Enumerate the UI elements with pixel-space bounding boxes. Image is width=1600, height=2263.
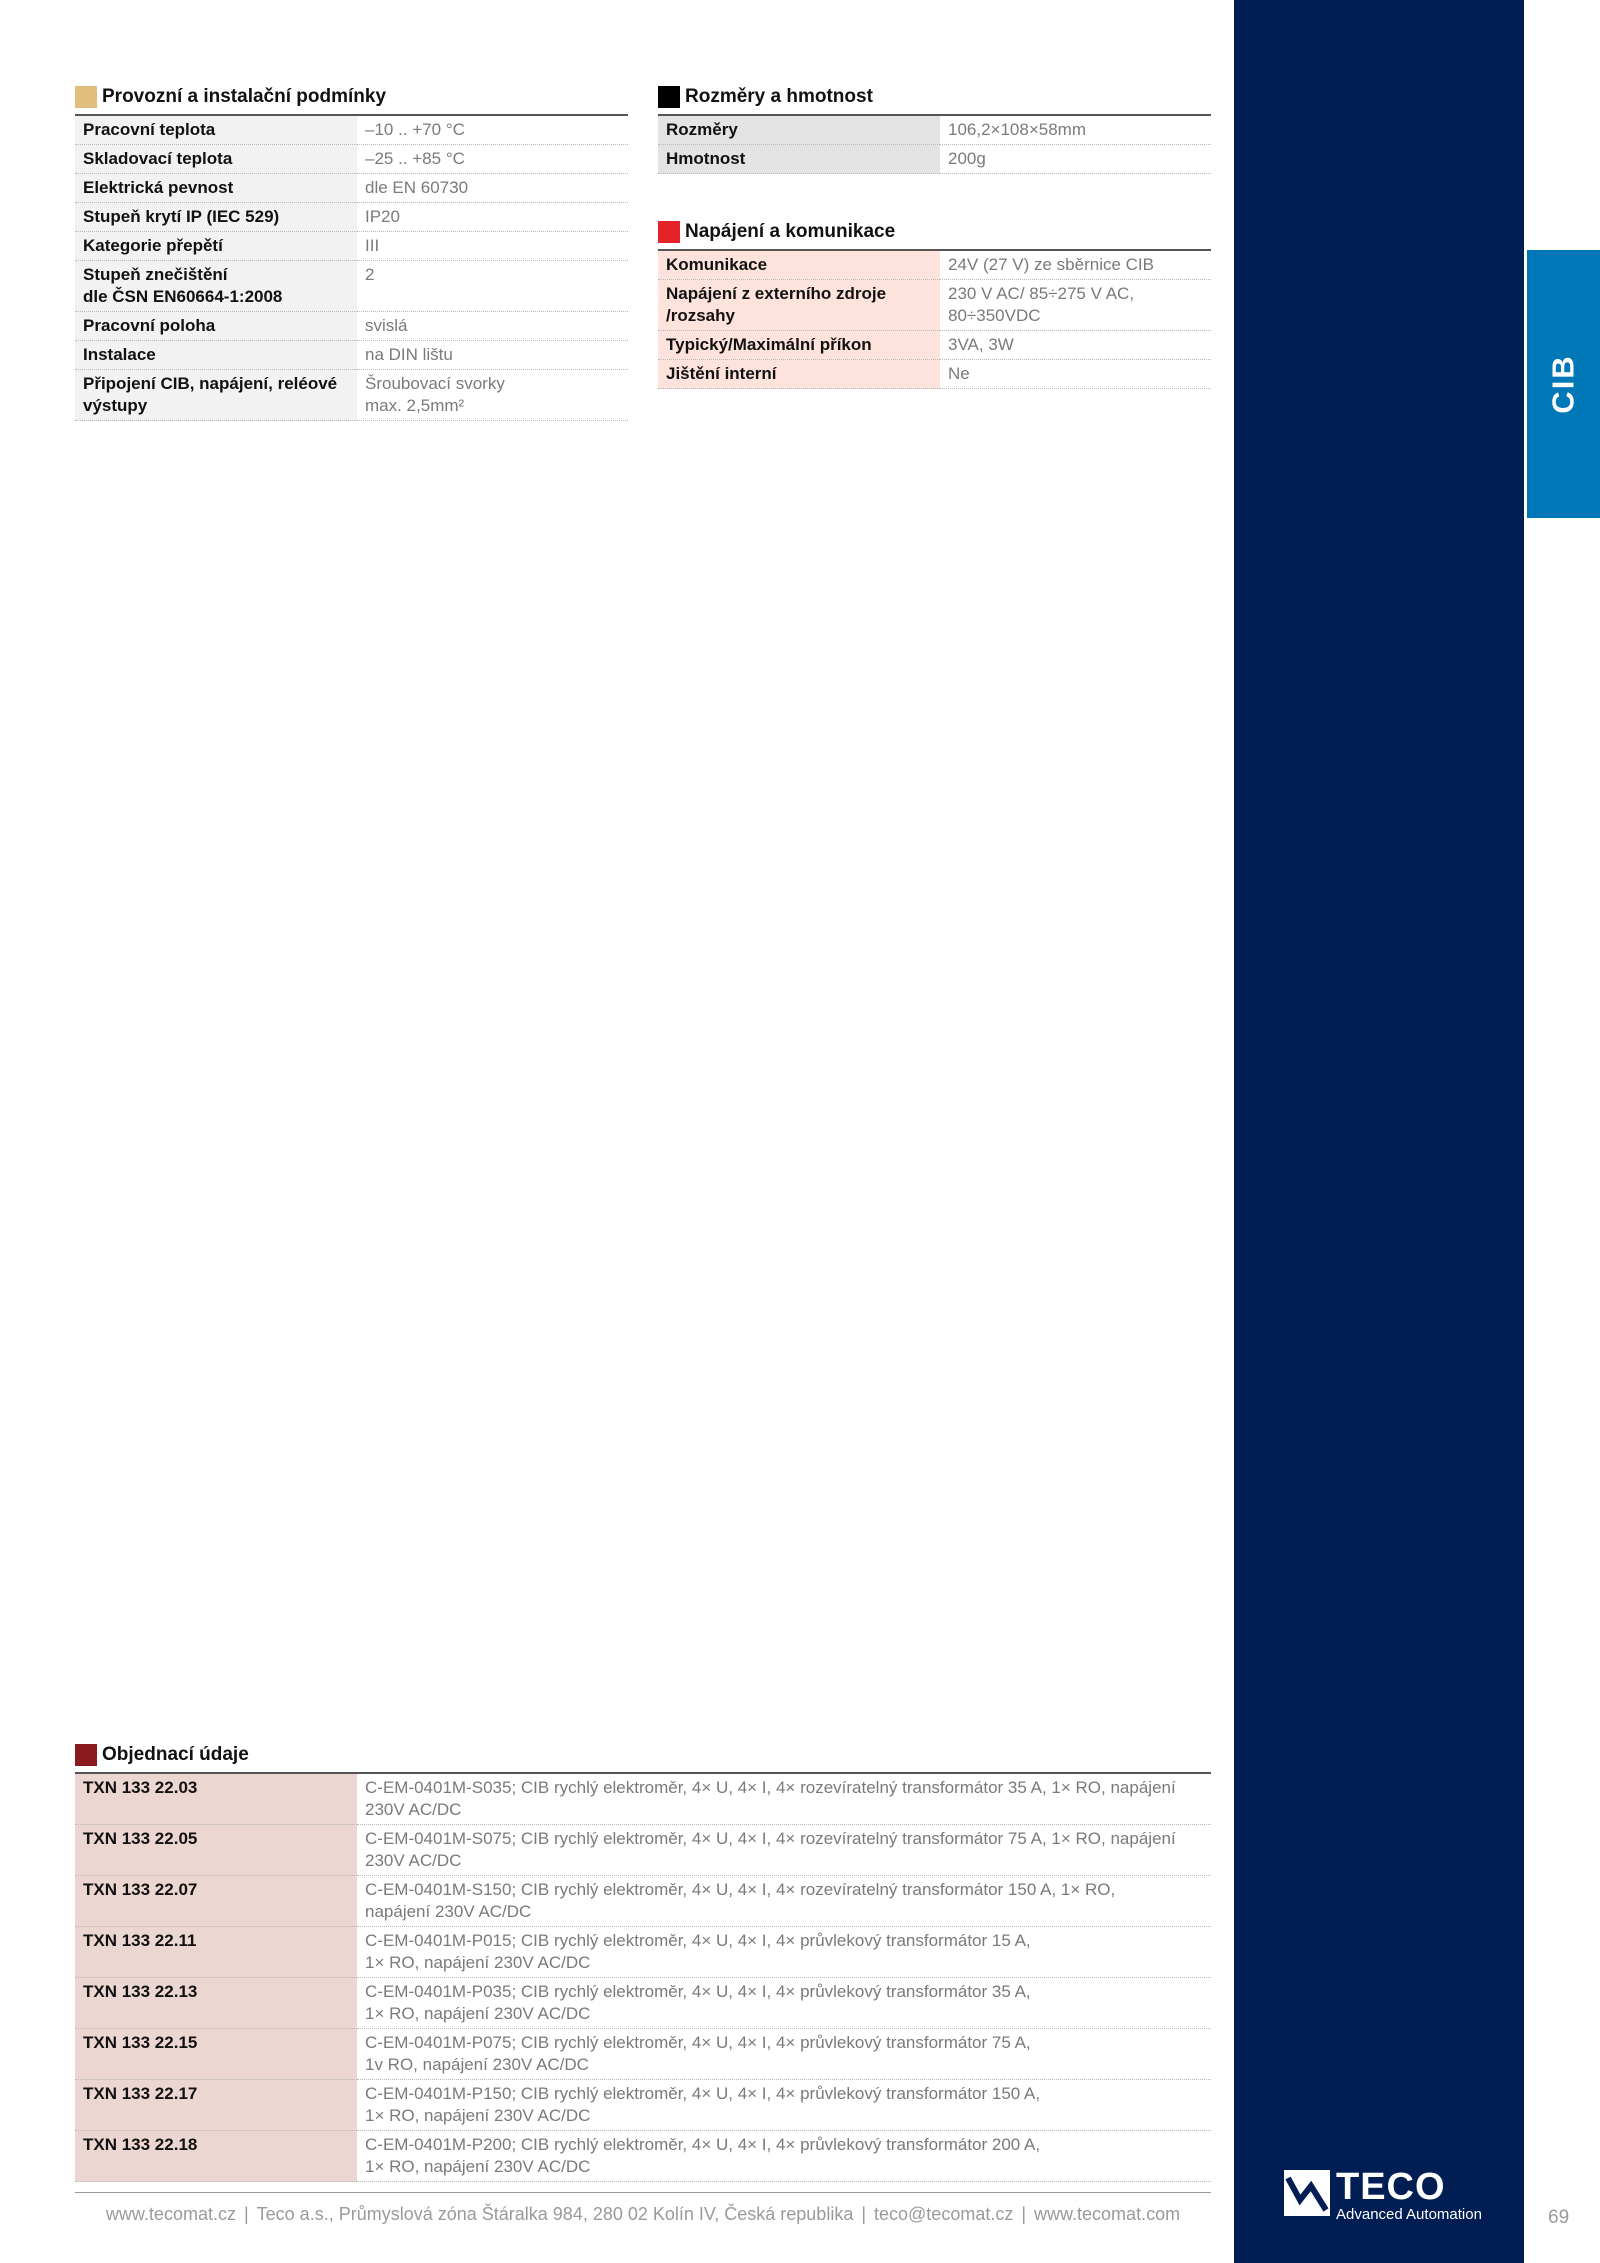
row-label: Pracovní teplota: [75, 116, 357, 145]
section-tab-label: CIB: [1545, 354, 1581, 414]
section-header: [75, 80, 628, 116]
footer-divider: [75, 2192, 1211, 2193]
table-row: [75, 261, 628, 312]
footer-separator: |: [243, 2204, 249, 2224]
table-row: [75, 341, 628, 370]
row-value: C-EM-0401M-P200; CIB rychlý elektroměr, 4× U, 4× I, 4× průvlekový transformátor 200 A, 1× RO, napájení 230V AC/DC: [357, 2131, 1211, 2182]
row-label: Jištění interní: [658, 360, 940, 389]
table-row: [658, 280, 1211, 331]
table-row: [658, 331, 1211, 360]
table-row: [75, 1876, 1211, 1927]
row-label: Kategorie přepětí: [75, 232, 357, 261]
table-row: [75, 1774, 1211, 1825]
row-value: III: [357, 232, 628, 261]
operating-conditions-section: [75, 80, 628, 421]
footer-link-web-cz[interactable]: www.tecomat.cz: [105, 2204, 236, 2224]
row-value: C-EM-0401M-P075; CIB rychlý elektroměr, 4× U, 4× I, 4× průvlekový transformátor 75 A, 1v RO, napájení 230V AC/DC: [357, 2029, 1211, 2080]
row-label: Elektrická pevnost: [75, 174, 357, 203]
table-row: [75, 145, 628, 174]
spec-table: [75, 116, 628, 421]
spec-table: [658, 116, 1211, 174]
row-value: 24V (27 V) ze sběrnice CIB: [940, 251, 1211, 280]
row-label: TXN 133 22.11: [75, 1927, 357, 1978]
row-value: –10 .. +70 °C: [357, 116, 628, 145]
table-row: [75, 2080, 1211, 2131]
table-row: [75, 1927, 1211, 1978]
teco-logo-icon: [1284, 2170, 1330, 2216]
row-label: Skladovací teplota: [75, 145, 357, 174]
row-label: TXN 133 22.05: [75, 1825, 357, 1876]
teco-logo: [1284, 2166, 1482, 2224]
row-value: dle EN 60730: [357, 174, 628, 203]
logo-tagline: Advanced Automation: [1336, 2206, 1482, 2223]
table-row: [658, 116, 1211, 145]
table-row: [75, 370, 628, 421]
row-label: Rozměry: [658, 116, 940, 145]
row-value: C-EM-0401M-P035; CIB rychlý elektroměr, 4× U, 4× I, 4× průvlekový transformátor 35 A, 1× RO, napájení 230V AC/DC: [357, 1978, 1211, 2029]
table-row: [75, 2029, 1211, 2080]
row-label: Hmotnost: [658, 145, 940, 174]
table-row: [658, 251, 1211, 280]
logo-name: TECO: [1336, 2166, 1446, 2208]
row-label: Stupeň znečištění dle ČSN EN60664-1:2008: [75, 261, 357, 312]
table-row: [75, 1978, 1211, 2029]
row-value: svislá: [357, 312, 628, 341]
row-label: TXN 133 22.15: [75, 2029, 357, 2080]
footer: [75, 2204, 1211, 2225]
row-value: –25 .. +85 °C: [357, 145, 628, 174]
table-row: [75, 174, 628, 203]
side-band: [1234, 0, 1524, 2263]
section-title: Napájení a komunikace: [685, 221, 896, 242]
table-row: [75, 2131, 1211, 2182]
row-label: Napájení z externího zdroje /rozsahy: [658, 280, 940, 331]
table-row: [658, 145, 1211, 174]
row-label: TXN 133 22.18: [75, 2131, 357, 2182]
footer-link-email[interactable]: teco@tecomat.cz: [874, 2204, 1014, 2224]
row-value: C-EM-0401M-S075; CIB rychlý elektroměr, 4× U, 4× I, 4× rozevíratelný transformátor 75 A, 1× RO, napájení 230V AC/DC: [357, 1825, 1211, 1876]
row-label: Komunikace: [658, 251, 940, 280]
row-value: Šroubovací svorky max. 2,5mm²: [357, 370, 628, 421]
row-label: Instalace: [75, 341, 357, 370]
row-label: TXN 133 22.13: [75, 1978, 357, 2029]
footer-link-web-com[interactable]: www.tecomat.com: [1034, 2204, 1181, 2224]
row-value: 3VA, 3W: [940, 331, 1211, 360]
section-color-marker: [75, 1744, 97, 1766]
table-row: [75, 1825, 1211, 1876]
section-tab-cib[interactable]: [1527, 250, 1600, 518]
row-label: Pracovní poloha: [75, 312, 357, 341]
table-row: [75, 203, 628, 232]
spec-table: [658, 251, 1211, 389]
row-value: 200g: [940, 145, 1211, 174]
page-number: 69: [1548, 2207, 1570, 2228]
section-color-marker: [658, 86, 680, 108]
section-title: Objednací údaje: [102, 1744, 249, 1765]
row-value: 106,2×108×58mm: [940, 116, 1211, 145]
row-value: Ne: [940, 360, 1211, 389]
row-label: Připojení CIB, napájení, reléové výstupy: [75, 370, 357, 421]
ordering-info-section: [75, 1738, 1211, 2182]
section-color-marker: [75, 86, 97, 108]
ordering-table: [75, 1774, 1211, 2182]
section-header: [658, 215, 1211, 251]
footer-separator: |: [1021, 2204, 1027, 2224]
dimensions-section: [658, 80, 1211, 174]
section-header: [658, 80, 1211, 116]
row-label: TXN 133 22.07: [75, 1876, 357, 1927]
row-label: TXN 133 22.03: [75, 1774, 357, 1825]
section-title: Rozměry a hmotnost: [685, 86, 873, 107]
row-value: 230 V AC/ 85÷275 V AC, 80÷350VDC: [940, 280, 1211, 331]
table-row: [75, 312, 628, 341]
row-value: C-EM-0401M-P015; CIB rychlý elektroměr, 4× U, 4× I, 4× průvlekový transformátor 15 A, 1× RO, napájení 230V AC/DC: [357, 1927, 1211, 1978]
section-title: Provozní a instalační podmínky: [102, 86, 387, 107]
row-value: C-EM-0401M-P150; CIB rychlý elektroměr, 4× U, 4× I, 4× průvlekový transformátor 150 A, 1× RO, napájení 230V AC/DC: [357, 2080, 1211, 2131]
row-label: Typický/Maximální příkon: [658, 331, 940, 360]
section-color-marker: [658, 221, 680, 243]
row-label: Stupeň krytí IP (IEC 529): [75, 203, 357, 232]
row-value: na DIN lištu: [357, 341, 628, 370]
row-value: C-EM-0401M-S035; CIB rychlý elektroměr, 4× U, 4× I, 4× rozevíratelný transformátor 35 A, 1× RO, napájení 230V AC/DC: [357, 1774, 1211, 1825]
row-value: C-EM-0401M-S150; CIB rychlý elektroměr, 4× U, 4× I, 4× rozevíratelný transformátor 150 A, 1× RO, napájení 230V AC/DC: [357, 1876, 1211, 1927]
row-value: 2: [357, 261, 628, 312]
table-row: [75, 116, 628, 145]
section-header: [75, 1738, 1211, 1774]
table-row: [658, 360, 1211, 389]
table-row: [75, 232, 628, 261]
row-label: TXN 133 22.17: [75, 2080, 357, 2131]
footer-separator: |: [861, 2204, 867, 2224]
row-value: IP20: [357, 203, 628, 232]
power-communication-section: [658, 215, 1211, 389]
logo-text: [1336, 2166, 1482, 2224]
footer-address: Teco a.s., Průmyslová zóna Štáralka 984, 280 02 Kolín IV, Česká republika: [256, 2204, 854, 2224]
